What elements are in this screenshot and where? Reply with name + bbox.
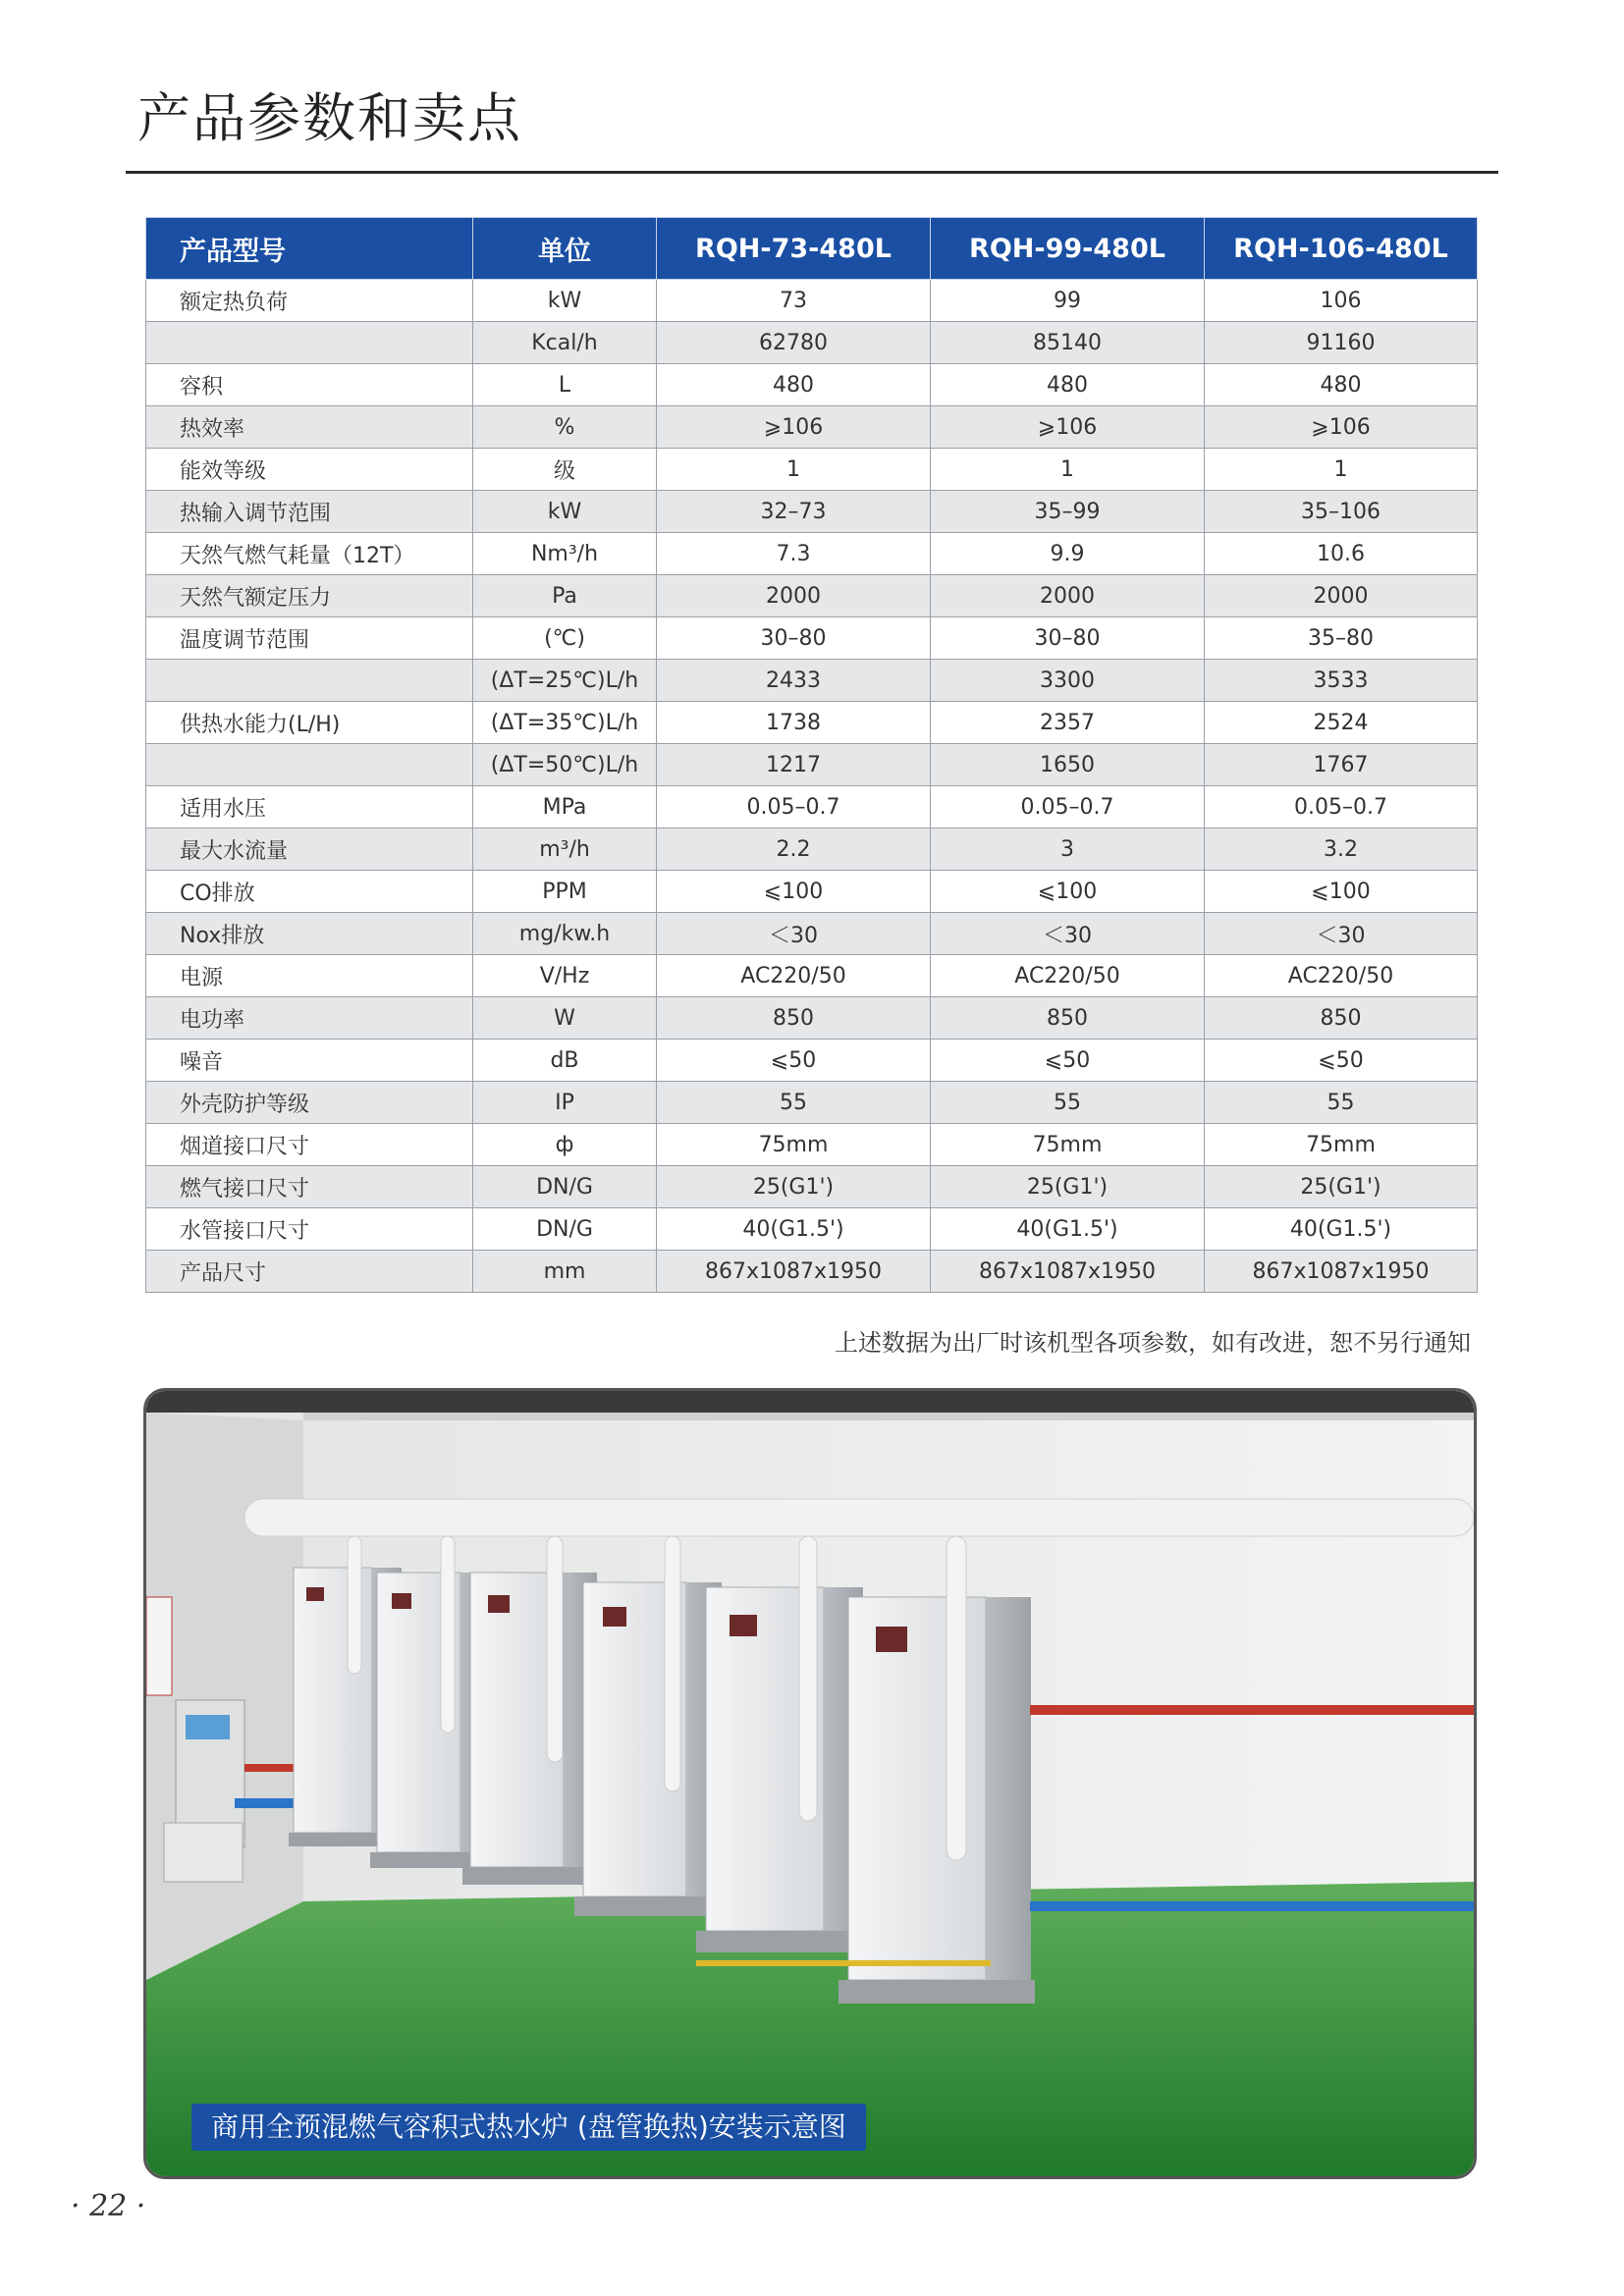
param-name-cell: 噪音 bbox=[146, 1040, 473, 1082]
unit-cell: ф bbox=[473, 1124, 657, 1166]
value-cell: 480 bbox=[931, 364, 1205, 406]
value-cell: ⩽100 bbox=[1205, 871, 1478, 913]
value-cell: 32–73 bbox=[657, 491, 931, 533]
param-name-cell bbox=[146, 660, 473, 702]
boiler-unit-3 bbox=[462, 1536, 602, 1885]
value-cell: ⩾106 bbox=[1205, 406, 1478, 449]
value-cell: AC220/50 bbox=[931, 955, 1205, 997]
unit-cell: IP bbox=[473, 1082, 657, 1124]
table-row bbox=[146, 575, 1478, 617]
table-row bbox=[146, 786, 1478, 828]
value-cell: 2524 bbox=[1205, 702, 1478, 744]
value-cell: 35–99 bbox=[931, 491, 1205, 533]
table-row bbox=[146, 1040, 1478, 1082]
table-row bbox=[146, 997, 1478, 1040]
table-row bbox=[146, 406, 1478, 449]
blue-pipe-right bbox=[1030, 1901, 1474, 1911]
value-cell: 91160 bbox=[1205, 322, 1478, 364]
param-name-cell: 容积 bbox=[146, 364, 473, 406]
value-cell: 75mm bbox=[931, 1124, 1205, 1166]
value-cell: 85140 bbox=[931, 322, 1205, 364]
table-row bbox=[146, 1208, 1478, 1251]
spec-table bbox=[145, 217, 1478, 1293]
value-cell: ＜30 bbox=[931, 913, 1205, 955]
value-cell: 35–106 bbox=[1205, 491, 1478, 533]
value-cell: 2433 bbox=[657, 660, 931, 702]
table-row bbox=[146, 617, 1478, 660]
flue-main-pipe bbox=[244, 1499, 1474, 1536]
value-cell: ＜30 bbox=[657, 913, 931, 955]
value-cell: AC220/50 bbox=[657, 955, 931, 997]
value-cell: 40(G1.5') bbox=[1205, 1208, 1478, 1251]
value-cell: 867x1087x1950 bbox=[1205, 1251, 1478, 1293]
value-cell: 75mm bbox=[657, 1124, 931, 1166]
value-cell: 40(G1.5') bbox=[657, 1208, 931, 1251]
value-cell: 35–80 bbox=[1205, 617, 1478, 660]
value-cell: ⩽100 bbox=[657, 871, 931, 913]
param-name-cell: 烟道接口尺寸 bbox=[146, 1124, 473, 1166]
param-name-cell: Nox排放 bbox=[146, 913, 473, 955]
table-row bbox=[146, 913, 1478, 955]
table-row bbox=[146, 871, 1478, 913]
value-cell: 2000 bbox=[1205, 575, 1478, 617]
value-cell: ⩽50 bbox=[931, 1040, 1205, 1082]
value-cell: 25(G1') bbox=[931, 1166, 1205, 1208]
table-row bbox=[146, 533, 1478, 575]
value-cell: ＜30 bbox=[1205, 913, 1478, 955]
unit-cell: MPa bbox=[473, 786, 657, 828]
table-row bbox=[146, 1124, 1478, 1166]
param-name-cell: 温度调节范围 bbox=[146, 617, 473, 660]
boiler-unit-4 bbox=[574, 1536, 727, 1916]
unit-cell: (ΔT=25℃)L/h bbox=[473, 660, 657, 702]
value-cell: 850 bbox=[1205, 997, 1478, 1040]
value-cell: 850 bbox=[657, 997, 931, 1040]
param-name-cell: 产品尺寸 bbox=[146, 1251, 473, 1293]
value-cell: 2.2 bbox=[657, 828, 931, 871]
disclaimer-note: 上述数据为出厂时该机型各项参数，如有改进，恕不另行通知 bbox=[835, 1329, 1471, 1357]
param-name-cell bbox=[146, 744, 473, 786]
table-row bbox=[146, 1166, 1478, 1208]
value-cell: 3533 bbox=[1205, 660, 1478, 702]
param-name-cell: 天然气燃气耗量（12T） bbox=[146, 533, 473, 575]
value-cell: 30–80 bbox=[657, 617, 931, 660]
spec-table-body bbox=[146, 280, 1478, 1293]
unit-cell: DN/G bbox=[473, 1166, 657, 1208]
value-cell: 1217 bbox=[657, 744, 931, 786]
notice-board bbox=[146, 1597, 172, 1695]
value-cell: 3 bbox=[931, 828, 1205, 871]
title-divider bbox=[126, 171, 1498, 174]
param-name-cell bbox=[146, 322, 473, 364]
param-name-cell: 额定热负荷 bbox=[146, 280, 473, 322]
value-cell: 1 bbox=[931, 449, 1205, 491]
table-row bbox=[146, 744, 1478, 786]
illustration-caption: 商用全预混燃气容积式热水炉 (盘管换热)安装示意图 bbox=[191, 2104, 866, 2151]
param-name-cell: 热输入调节范围 bbox=[146, 491, 473, 533]
yellow-gas-pipe bbox=[696, 1960, 991, 1966]
value-cell: 1 bbox=[657, 449, 931, 491]
table-row bbox=[146, 322, 1478, 364]
value-cell: 73 bbox=[657, 280, 931, 322]
value-cell: 1 bbox=[1205, 449, 1478, 491]
table-row bbox=[146, 1082, 1478, 1124]
param-name-cell: 外壳防护等级 bbox=[146, 1082, 473, 1124]
unit-cell: (ΔT=50℃)L/h bbox=[473, 744, 657, 786]
header-cell-3: RQH-99-480L bbox=[931, 218, 1205, 280]
value-cell: 1767 bbox=[1205, 744, 1478, 786]
unit-cell: kW bbox=[473, 280, 657, 322]
value-cell: AC220/50 bbox=[1205, 955, 1478, 997]
unit-cell: (ΔT=35℃)L/h bbox=[473, 702, 657, 744]
value-cell: 0.05–0.7 bbox=[657, 786, 931, 828]
param-name-cell: 天然气额定压力 bbox=[146, 575, 473, 617]
param-name-cell: 电功率 bbox=[146, 997, 473, 1040]
value-cell: ⩽100 bbox=[931, 871, 1205, 913]
red-pipe-right bbox=[1030, 1705, 1474, 1715]
unit-cell: V/Hz bbox=[473, 955, 657, 997]
table-row bbox=[146, 1251, 1478, 1293]
value-cell: 480 bbox=[657, 364, 931, 406]
unit-cell: W bbox=[473, 997, 657, 1040]
value-cell: 7.3 bbox=[657, 533, 931, 575]
value-cell: 3300 bbox=[931, 660, 1205, 702]
header-cell-0: 产品型号 bbox=[146, 218, 473, 280]
side-wall bbox=[146, 1413, 303, 1980]
value-cell: 0.05–0.7 bbox=[1205, 786, 1478, 828]
unit-cell: 级 bbox=[473, 449, 657, 491]
pump-base bbox=[164, 1823, 243, 1882]
unit-cell: dB bbox=[473, 1040, 657, 1082]
header-cell-4: RQH-106-480L bbox=[1205, 218, 1478, 280]
table-row bbox=[146, 280, 1478, 322]
param-name-cell: 水管接口尺寸 bbox=[146, 1208, 473, 1251]
value-cell: 25(G1') bbox=[657, 1166, 931, 1208]
table-row bbox=[146, 364, 1478, 406]
value-cell: 9.9 bbox=[931, 533, 1205, 575]
table-row bbox=[146, 828, 1478, 871]
param-name-cell: 最大水流量 bbox=[146, 828, 473, 871]
value-cell: ⩽50 bbox=[657, 1040, 931, 1082]
value-cell: 850 bbox=[931, 997, 1205, 1040]
value-cell: 55 bbox=[657, 1082, 931, 1124]
value-cell: 0.05–0.7 bbox=[931, 786, 1205, 828]
boiler-unit-6 bbox=[839, 1536, 1035, 2003]
value-cell: 106 bbox=[1205, 280, 1478, 322]
param-name-cell: 能效等级 bbox=[146, 449, 473, 491]
value-cell: 867x1087x1950 bbox=[931, 1251, 1205, 1293]
unit-cell: mg/kw.h bbox=[473, 913, 657, 955]
param-name-cell: 适用水压 bbox=[146, 786, 473, 828]
value-cell: 1738 bbox=[657, 702, 931, 744]
value-cell: 62780 bbox=[657, 322, 931, 364]
table-row bbox=[146, 660, 1478, 702]
boiler-room-drawing bbox=[146, 1391, 1474, 2176]
value-cell: ⩾106 bbox=[931, 406, 1205, 449]
param-name-cell: 热效率 bbox=[146, 406, 473, 449]
unit-cell: mm bbox=[473, 1251, 657, 1293]
value-cell: ⩾106 bbox=[657, 406, 931, 449]
value-cell: 480 bbox=[1205, 364, 1478, 406]
boiler-unit-5 bbox=[696, 1536, 868, 1952]
value-cell: 867x1087x1950 bbox=[657, 1251, 931, 1293]
ceiling-band bbox=[146, 1391, 1474, 1413]
param-name-cell: 燃气接口尺寸 bbox=[146, 1166, 473, 1208]
table-row bbox=[146, 491, 1478, 533]
unit-cell: Pa bbox=[473, 575, 657, 617]
page-title: 产品参数和卖点 bbox=[137, 87, 522, 149]
value-cell: 10.6 bbox=[1205, 533, 1478, 575]
unit-cell: L bbox=[473, 364, 657, 406]
header-cell-2: RQH-73-480L bbox=[657, 218, 931, 280]
value-cell: ⩽50 bbox=[1205, 1040, 1478, 1082]
value-cell: 25(G1') bbox=[1205, 1166, 1478, 1208]
table-row bbox=[146, 449, 1478, 491]
unit-cell: Nm³/h bbox=[473, 533, 657, 575]
spec-header-row bbox=[146, 218, 1478, 280]
unit-cell: % bbox=[473, 406, 657, 449]
value-cell: 40(G1.5') bbox=[931, 1208, 1205, 1251]
unit-cell: DN/G bbox=[473, 1208, 657, 1251]
param-name-cell: 电源 bbox=[146, 955, 473, 997]
value-cell: 1650 bbox=[931, 744, 1205, 786]
value-cell: 30–80 bbox=[931, 617, 1205, 660]
value-cell: 2000 bbox=[657, 575, 931, 617]
value-cell: 75mm bbox=[1205, 1124, 1478, 1166]
table-row bbox=[146, 955, 1478, 997]
unit-cell: PPM bbox=[473, 871, 657, 913]
page-number: · 22 · bbox=[71, 2189, 146, 2223]
unit-cell: kW bbox=[473, 491, 657, 533]
unit-cell: m³/h bbox=[473, 828, 657, 871]
table-row bbox=[146, 702, 1478, 744]
value-cell: 55 bbox=[1205, 1082, 1478, 1124]
unit-cell: Kcal/h bbox=[473, 322, 657, 364]
value-cell: 2357 bbox=[931, 702, 1205, 744]
value-cell: 3.2 bbox=[1205, 828, 1478, 871]
unit-cell: (℃) bbox=[473, 617, 657, 660]
param-name-cell: 供热水能力(L/H) bbox=[146, 702, 473, 744]
value-cell: 2000 bbox=[931, 575, 1205, 617]
value-cell: 99 bbox=[931, 280, 1205, 322]
header-cell-1: 单位 bbox=[473, 218, 657, 280]
param-name-cell: CO排放 bbox=[146, 871, 473, 913]
value-cell: 55 bbox=[931, 1082, 1205, 1124]
installation-illustration bbox=[143, 1388, 1477, 2179]
